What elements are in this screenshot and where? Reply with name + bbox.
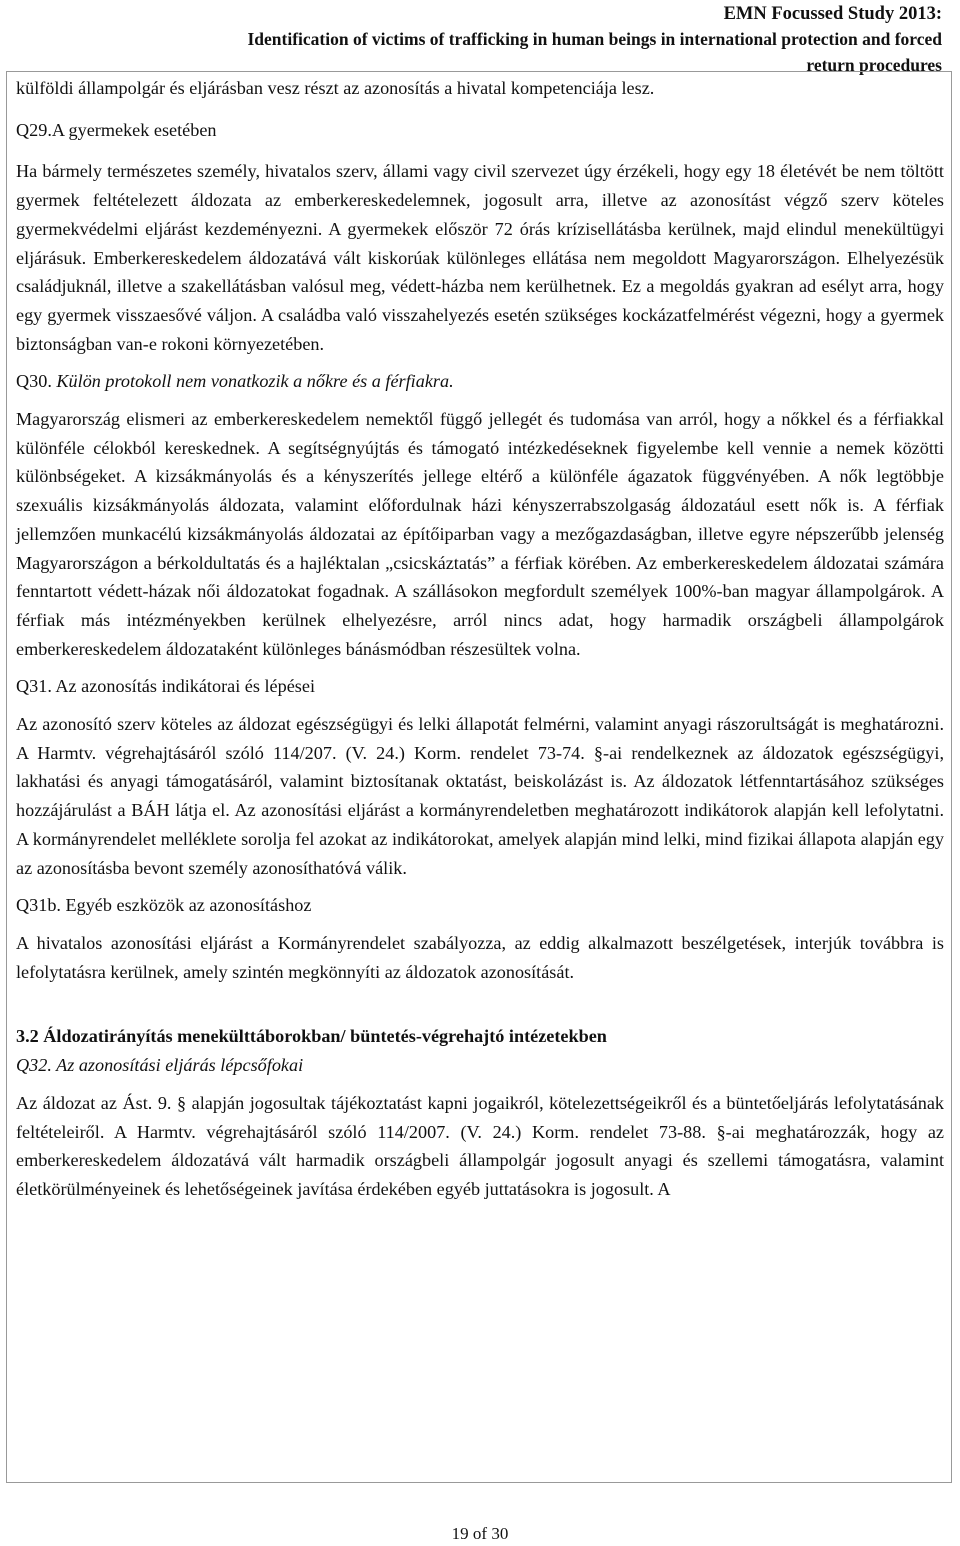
page-number: 19 of 30 xyxy=(451,1524,509,1543)
q31-paragraph: Az azonosító szerv köteles az áldozat egészségügyi és lelki állapotát felmérni, valamint anyagi rászorultságát is meghatározni. A Harmtv. végrehajtásáról szóló 114/207. (V. 24.) Korm. rendelet 73-74. §-ai rendelkeznek az áldozatok egészségügyi, lakhatási és anyagi támogatásáról, valamint biztosítanak oktatást, beiskolázást is. Az áldozatok létfenntartásához szükséges hozzájárulást a BÁH látja el. Az azonosítási eljárást a kormányrendeletben meghatározott indikátorok alapján kell lefolytatni. A kormányrendelet melléklete sorolja fel azokat az indikátorokat, amelyek alapján mind lelki, mind fizikai állapota alapján egy az azonosításba bevont személy azonosíthatóvá válik. xyxy=(16,714,944,878)
q29-heading: Q29.A gyermekek esetében xyxy=(16,119,217,140)
q30-number: Q30. xyxy=(16,371,52,392)
header-title: EMN Focussed Study 2013: xyxy=(723,4,942,24)
q29-paragraph: Ha bármely természetes személy, hivatalos szerv, állami vagy civil szervezet úgy érzékeli, hogy egy 18 életévét be nem töltött gyermek feltételezett áldozata az emberkereskedelemnek, jogosult arra, illetve az azonosítást végző szerv köteles gyermekvédelmi eljárást kezdeményezni. A gyermekek először 72 órás krízisellátásba kerülnek, majd elindul menekültügyi eljárásuk. Emberkereskedelem áldozatává vált kiskorúak különleges ellátása nem megoldott Magyarországon. Elhelyezésük családjuknál, illetve a szakellátásban valósul meg, védett-házba nem kerülhetnek. Ez a megoldás gyakran ad esélyt arra, hogy egy gyermek visszaesővé váljon. A családba való visszahelyezés esetén szükséges kockázatfelmérést végezni, hogy a gyermek biztonságban van-e rokoni környezetében. xyxy=(16,161,944,354)
header-subtitle-line1: Identification of victims of trafficking in human beings in international protection and forced xyxy=(247,29,942,49)
document-body xyxy=(16,74,944,1204)
header-subtitle-line2: return procedures xyxy=(806,55,942,75)
page-header xyxy=(247,2,942,78)
q30-heading xyxy=(16,367,944,396)
q32-paragraph: Az áldozat az Ást. 9. § alapján jogosultak tájékoztatást kapni jogaikról, kötelezettségeikről és a büntetőeljárás lefolytatásának feltételeiről. A Harmtv. végrehajtásáról szóló 114/2007. (V. 24.) Korm. rendelet 73-88. §-ai meghatározzák, hogy az emberkereskedelem áldozatává vált harmadik országbeli állampolgár jogosult anyagi és szellemi támogatásra, valamint életkörülményeinek és lehetőségeinek javítása érdekében egyéb juttatásokra is jogosult. A xyxy=(16,1092,944,1199)
section-heading: 3.2 Áldozatirányítás menekülttáborokban/ büntetés-végrehajtó intézetekben xyxy=(16,1026,607,1047)
q31b-heading: Q31b. Egyéb eszközök az azonosításhoz xyxy=(16,895,312,916)
q30-paragraph: Magyarország elismeri az emberkereskedelem nemektől függő jellegét és tudomása van arról, hogy a nőkkel és a férfiakkal különféle célokból kereskednek. A segítségnyújtás és támogató intézkedéseknek figyelembe kell vennie a nemek közötti különbségeket. A kizsákmányolás és a kényszerítés jellege eltérő a különféle ágazatok függvényében. A nők legtöbbje szexuális kizsákmányolás áldozata, valamint előfordulnak házi kényszerrabszolgaság áldozatául esett nők is. A férfiak jellemzően munkacélú kizsákmányolás áldozatai az építőiparban vagy a mezőgazdaságban, illetve egyre népszerűbb jelenség Magyarországon a bérkoldultatás és a hajléktalan „csicskáztatás” a férfiak körében. Az emberkereskedelem áldozatai számára fenntartott védett-házak női áldozatokat fogadnak. A szállásokon megfordult személyek 100%-ban magyar állampolgárok. A férfiak más intézményekben kerülnek elhelyezésre, arról nincs adat, hogy harmadik országbeli állampolgárok emberkereskedelem áldozataként különleges bánásmódban részesültek volna. xyxy=(16,409,944,659)
intro-paragraph: külföldi állampolgár és eljárásban vesz részt az azonosítás a hivatal kompetenciája lesz. xyxy=(16,78,655,98)
q30-title: Külön protokoll nem vonatkozik a nőkre és a férfiakra. xyxy=(56,371,454,392)
q32-heading: Q32. Az azonosítási eljárás lépcsőfokai xyxy=(16,1055,304,1076)
q31b-paragraph: A hivatalos azonosítási eljárást a Kormányrendelet szabályozza, az eddig alkalmazott beszélgetések, interjúk továbbra is lefolytatásra kerülnek, amely szintén megkönnyíti az áldozatok azonosítását. xyxy=(16,932,944,982)
q31-heading: Q31. Az azonosítás indikátorai és lépései xyxy=(16,676,316,697)
